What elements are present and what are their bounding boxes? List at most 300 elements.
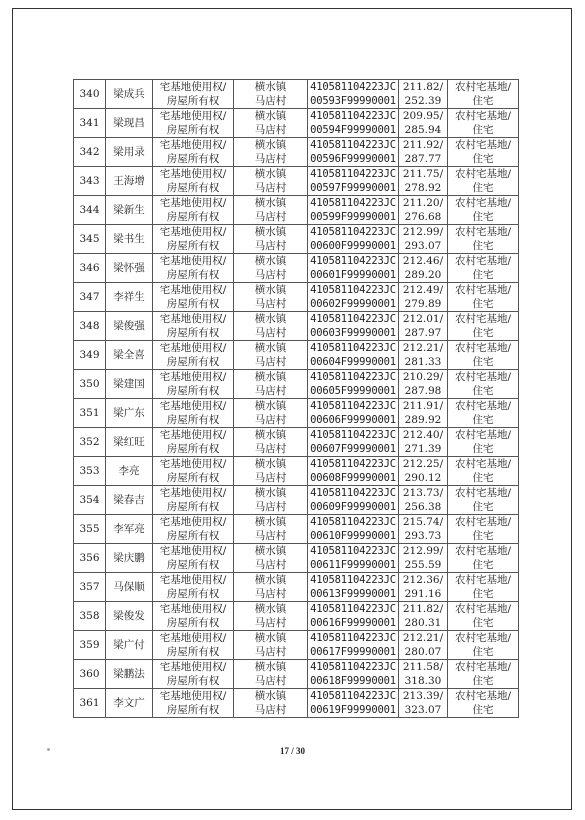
location	[234, 254, 308, 283]
right-type-line: 房屋所有权	[166, 240, 220, 252]
area-line: 209.95/	[402, 110, 444, 122]
row-number: 356	[74, 544, 106, 573]
right-type-line: 房屋所有权	[166, 356, 220, 368]
row-number: 351	[74, 399, 106, 428]
area	[399, 370, 448, 399]
right-type-line: 房屋所有权	[166, 211, 220, 223]
owner-name: 梁全喜	[106, 341, 153, 370]
land-use-line: 农村宅基地/	[454, 226, 512, 238]
area-line: 293.07	[404, 240, 442, 252]
row-number: 361	[74, 689, 106, 718]
area-line: 289.20	[404, 269, 442, 281]
location-line: 马店村	[254, 675, 287, 687]
area	[399, 515, 448, 544]
location-line: 横水镇	[254, 458, 287, 470]
land-use-line: 农村宅基地/	[454, 690, 512, 702]
right-type-line: 房屋所有权	[166, 298, 220, 310]
area-line: 278.92	[404, 182, 442, 194]
right-type	[153, 457, 234, 486]
area-line: 291.16	[404, 588, 442, 600]
unit-code-line: 00606F99990001	[310, 414, 396, 426]
location-line: 横水镇	[254, 400, 287, 412]
location-line: 横水镇	[254, 516, 287, 528]
land-use-line: 住宅	[472, 269, 494, 281]
unit-code	[308, 631, 399, 660]
table-row	[74, 283, 519, 312]
owner-name: 李亮	[106, 457, 153, 486]
right-type-line: 宅基地使用权/	[159, 81, 227, 93]
location-line: 横水镇	[254, 255, 287, 267]
land-use	[448, 544, 519, 573]
table-row	[74, 80, 519, 109]
location-line: 横水镇	[254, 574, 287, 586]
area-line: 211.20/	[402, 197, 444, 209]
area-line: 323.07	[404, 704, 442, 716]
unit-code-line: 00610F99990001	[310, 530, 396, 542]
area	[399, 80, 448, 109]
location	[234, 399, 308, 428]
right-type-line: 宅基地使用权/	[159, 516, 227, 528]
location-line: 马店村	[254, 269, 287, 281]
area	[399, 196, 448, 225]
row-number: 352	[74, 428, 106, 457]
land-use-line: 住宅	[472, 530, 494, 542]
location-line: 横水镇	[254, 197, 287, 209]
unit-code-line: 410581104223JC	[310, 545, 396, 557]
area	[399, 689, 448, 718]
row-number: 341	[74, 109, 106, 138]
unit-code	[308, 486, 399, 515]
right-type-line: 房屋所有权	[166, 443, 220, 455]
row-number: 340	[74, 80, 106, 109]
land-use-line: 住宅	[472, 385, 494, 397]
area-line: 213.73/	[402, 487, 444, 499]
right-type	[153, 254, 234, 283]
land-use-line: 住宅	[472, 356, 494, 368]
right-type	[153, 428, 234, 457]
row-number: 349	[74, 341, 106, 370]
location-line: 马店村	[254, 327, 287, 339]
right-type-line: 房屋所有权	[166, 327, 220, 339]
unit-code	[308, 254, 399, 283]
area-line: 280.07	[404, 646, 442, 658]
area	[399, 167, 448, 196]
table-row	[74, 225, 519, 254]
right-type	[153, 399, 234, 428]
unit-code-line: 00608F99990001	[310, 472, 396, 484]
unit-code-line: 00609F99990001	[310, 501, 396, 513]
location-line: 马店村	[254, 443, 287, 455]
land-use	[448, 138, 519, 167]
location-line: 马店村	[254, 704, 287, 716]
land-use-line: 农村宅基地/	[454, 197, 512, 209]
unit-code	[308, 515, 399, 544]
land-use	[448, 689, 519, 718]
right-type	[153, 573, 234, 602]
table-row	[74, 399, 519, 428]
land-use-line: 农村宅基地/	[454, 139, 512, 151]
land-use-line: 农村宅基地/	[454, 342, 512, 354]
unit-code	[308, 370, 399, 399]
land-use-line: 农村宅基地/	[454, 574, 512, 586]
unit-code	[308, 457, 399, 486]
right-type-line: 宅基地使用权/	[159, 284, 227, 296]
right-type-line: 宅基地使用权/	[159, 139, 227, 151]
owner-name: 梁俊强	[106, 312, 153, 341]
right-type-line: 房屋所有权	[166, 530, 220, 542]
right-type	[153, 312, 234, 341]
right-type-line: 房屋所有权	[166, 385, 220, 397]
right-type-line: 房屋所有权	[166, 675, 220, 687]
unit-code	[308, 689, 399, 718]
table-row	[74, 631, 519, 660]
area	[399, 544, 448, 573]
area-line: 212.21/	[402, 632, 444, 644]
land-use	[448, 341, 519, 370]
land-use-line: 住宅	[472, 240, 494, 252]
area	[399, 428, 448, 457]
unit-code-line: 00605F99990001	[310, 385, 396, 397]
table-row	[74, 515, 519, 544]
area-line: 252.39	[404, 95, 442, 107]
unit-code-line: 410581104223JC	[310, 371, 396, 383]
area	[399, 631, 448, 660]
location-line: 横水镇	[254, 168, 287, 180]
right-type	[153, 138, 234, 167]
unit-code	[308, 283, 399, 312]
land-use-line: 农村宅基地/	[454, 429, 512, 441]
unit-code-line: 00617F99990001	[310, 646, 396, 658]
land-use	[448, 167, 519, 196]
land-use-line: 农村宅基地/	[454, 487, 512, 499]
unit-code-line: 410581104223JC	[310, 661, 396, 673]
land-use	[448, 428, 519, 457]
unit-code	[308, 428, 399, 457]
land-use	[448, 399, 519, 428]
location	[234, 341, 308, 370]
unit-code-line: 410581104223JC	[310, 574, 396, 586]
records-table-body	[74, 80, 519, 718]
owner-name: 梁书生	[106, 225, 153, 254]
row-number: 353	[74, 457, 106, 486]
area-line: 211.91/	[402, 400, 444, 412]
row-number: 354	[74, 486, 106, 515]
location-line: 马店村	[254, 617, 287, 629]
unit-code-line: 00607F99990001	[310, 443, 396, 455]
location	[234, 80, 308, 109]
area-line: 279.89	[404, 298, 442, 310]
location	[234, 167, 308, 196]
unit-code-line: 00594F99990001	[310, 124, 396, 136]
location	[234, 573, 308, 602]
land-use-line: 农村宅基地/	[454, 313, 512, 325]
row-number: 360	[74, 660, 106, 689]
area-line: 211.82/	[402, 603, 444, 615]
land-use	[448, 196, 519, 225]
owner-name: 梁春吉	[106, 486, 153, 515]
right-type-line: 宅基地使用权/	[159, 603, 227, 615]
land-use	[448, 631, 519, 660]
area-line: 211.75/	[402, 168, 444, 180]
location-line: 马店村	[254, 124, 287, 136]
table-row	[74, 138, 519, 167]
land-use-line: 农村宅基地/	[454, 81, 512, 93]
right-type-line: 房屋所有权	[166, 269, 220, 281]
right-type	[153, 544, 234, 573]
unit-code	[308, 167, 399, 196]
owner-name: 李祥生	[106, 283, 153, 312]
land-use-line: 住宅	[472, 95, 494, 107]
area-line: 287.97	[404, 327, 442, 339]
land-use	[448, 457, 519, 486]
unit-code-line: 410581104223JC	[310, 139, 396, 151]
unit-code-line: 410581104223JC	[310, 632, 396, 644]
right-type	[153, 109, 234, 138]
land-use	[448, 225, 519, 254]
location-line: 马店村	[254, 414, 287, 426]
row-number: 357	[74, 573, 106, 602]
unit-code	[308, 138, 399, 167]
right-type-line: 房屋所有权	[166, 414, 220, 426]
area-line: 318.30	[404, 675, 442, 687]
unit-code-line: 410581104223JC	[310, 429, 396, 441]
area	[399, 602, 448, 631]
row-number: 347	[74, 283, 106, 312]
unit-code	[308, 341, 399, 370]
row-number: 358	[74, 602, 106, 631]
area-line: 256.38	[404, 501, 442, 513]
records-table	[73, 79, 519, 718]
unit-code	[308, 573, 399, 602]
page-number: 17 / 30	[279, 746, 305, 756]
location-line: 横水镇	[254, 110, 287, 122]
area-line: 287.98	[404, 385, 442, 397]
right-type-line: 房屋所有权	[166, 95, 220, 107]
unit-code-line: 410581104223JC	[310, 487, 396, 499]
location	[234, 689, 308, 718]
land-use-line: 住宅	[472, 472, 494, 484]
unit-code	[308, 312, 399, 341]
location-line: 横水镇	[254, 487, 287, 499]
location	[234, 457, 308, 486]
table-row	[74, 109, 519, 138]
location	[234, 138, 308, 167]
area-line: 289.92	[404, 414, 442, 426]
location-line: 马店村	[254, 530, 287, 542]
location-line: 横水镇	[254, 226, 287, 238]
location-line: 马店村	[254, 646, 287, 658]
location-line: 横水镇	[254, 371, 287, 383]
right-type-line: 宅基地使用权/	[159, 661, 227, 673]
land-use	[448, 660, 519, 689]
table-row	[74, 544, 519, 573]
table-row	[74, 602, 519, 631]
location-line: 横水镇	[254, 342, 287, 354]
owner-name: 李文广	[106, 689, 153, 718]
unit-code-line: 410581104223JC	[310, 255, 396, 267]
land-use	[448, 370, 519, 399]
location	[234, 225, 308, 254]
location-line: 横水镇	[254, 139, 287, 151]
land-use-line: 农村宅基地/	[454, 168, 512, 180]
owner-name: 梁用录	[106, 138, 153, 167]
location-line: 横水镇	[254, 429, 287, 441]
land-use-line: 农村宅基地/	[454, 284, 512, 296]
area-line: 293.73	[404, 530, 442, 542]
land-use-line: 农村宅基地/	[454, 110, 512, 122]
row-number: 348	[74, 312, 106, 341]
table-row	[74, 660, 519, 689]
area-line: 212.36/	[402, 574, 444, 586]
right-type-line: 宅基地使用权/	[159, 197, 227, 209]
right-type	[153, 660, 234, 689]
unit-code-line: 00601F99990001	[310, 269, 396, 281]
right-type-line: 宅基地使用权/	[159, 545, 227, 557]
location-line: 马店村	[254, 182, 287, 194]
land-use	[448, 80, 519, 109]
table-row	[74, 370, 519, 399]
land-use	[448, 602, 519, 631]
right-type-line: 宅基地使用权/	[159, 255, 227, 267]
unit-code-line: 410581104223JC	[310, 313, 396, 325]
unit-code-line: 410581104223JC	[310, 226, 396, 238]
unit-code-line: 410581104223JC	[310, 603, 396, 615]
right-type-line: 房屋所有权	[166, 559, 220, 571]
unit-code-line: 00611F99990001	[310, 559, 396, 571]
area-line: 276.68	[404, 211, 442, 223]
land-use-line: 农村宅基地/	[454, 632, 512, 644]
right-type-line: 房屋所有权	[166, 124, 220, 136]
area-line: 211.92/	[402, 139, 444, 151]
owner-name: 梁俊发	[106, 602, 153, 631]
area	[399, 457, 448, 486]
land-use-line: 农村宅基地/	[454, 371, 512, 383]
area	[399, 283, 448, 312]
location-line: 横水镇	[254, 690, 287, 702]
land-use	[448, 283, 519, 312]
location	[234, 544, 308, 573]
unit-code-line: 00613F99990001	[310, 588, 396, 600]
area-line: 212.49/	[402, 284, 444, 296]
location-line: 马店村	[254, 472, 287, 484]
right-type	[153, 341, 234, 370]
location	[234, 109, 308, 138]
right-type	[153, 196, 234, 225]
unit-code-line: 00604F99990001	[310, 356, 396, 368]
row-number: 359	[74, 631, 106, 660]
area-line: 213.39/	[402, 690, 444, 702]
unit-code-line: 410581104223JC	[310, 197, 396, 209]
right-type-line: 宅基地使用权/	[159, 690, 227, 702]
location	[234, 486, 308, 515]
land-use-line: 住宅	[472, 443, 494, 455]
right-type-line: 房屋所有权	[166, 182, 220, 194]
right-type	[153, 283, 234, 312]
right-type-line: 房屋所有权	[166, 704, 220, 716]
right-type	[153, 80, 234, 109]
right-type-line: 宅基地使用权/	[159, 110, 227, 122]
area	[399, 573, 448, 602]
land-use-line: 住宅	[472, 211, 494, 223]
unit-code-line: 410581104223JC	[310, 690, 396, 702]
right-type-line: 房屋所有权	[166, 588, 220, 600]
unit-code-line: 00600F99990001	[310, 240, 396, 252]
location-line: 马店村	[254, 95, 287, 107]
unit-code-line: 00599F99990001	[310, 211, 396, 223]
table-row	[74, 486, 519, 515]
table-row	[74, 457, 519, 486]
location-line: 马店村	[254, 211, 287, 223]
unit-code-line: 00602F99990001	[310, 298, 396, 310]
owner-name: 梁广付	[106, 631, 153, 660]
land-use-line: 农村宅基地/	[454, 661, 512, 673]
land-use-line: 住宅	[472, 298, 494, 310]
unit-code	[308, 399, 399, 428]
right-type	[153, 689, 234, 718]
land-use	[448, 254, 519, 283]
location	[234, 370, 308, 399]
table-row	[74, 689, 519, 718]
area	[399, 109, 448, 138]
area	[399, 486, 448, 515]
right-type	[153, 631, 234, 660]
area-line: 290.12	[404, 472, 442, 484]
area-line: 255.59	[404, 559, 442, 571]
land-use-line: 住宅	[472, 327, 494, 339]
area	[399, 254, 448, 283]
unit-code-line: 410581104223JC	[310, 284, 396, 296]
owner-name: 梁鹏法	[106, 660, 153, 689]
land-use	[448, 109, 519, 138]
owner-name: 马保顺	[106, 573, 153, 602]
land-use-line: 农村宅基地/	[454, 400, 512, 412]
area-line: 215.74/	[402, 516, 444, 528]
location-line: 马店村	[254, 298, 287, 310]
table-row	[74, 254, 519, 283]
right-type	[153, 167, 234, 196]
right-type-line: 宅基地使用权/	[159, 168, 227, 180]
land-use-line: 住宅	[472, 675, 494, 687]
owner-name: 梁红旺	[106, 428, 153, 457]
right-type-line: 宅基地使用权/	[159, 313, 227, 325]
owner-name: 梁广东	[106, 399, 153, 428]
land-use-line: 住宅	[472, 124, 494, 136]
right-type-line: 宅基地使用权/	[159, 487, 227, 499]
row-number: 355	[74, 515, 106, 544]
table-row	[74, 312, 519, 341]
land-use-line: 住宅	[472, 646, 494, 658]
land-use	[448, 515, 519, 544]
row-number: 346	[74, 254, 106, 283]
location	[234, 660, 308, 689]
area-line: 271.39	[404, 443, 442, 455]
owner-name: 梁庆鹏	[106, 544, 153, 573]
location	[234, 602, 308, 631]
land-use	[448, 486, 519, 515]
location	[234, 631, 308, 660]
land-use-line: 农村宅基地/	[454, 255, 512, 267]
land-use-line: 住宅	[472, 153, 494, 165]
location-line: 横水镇	[254, 603, 287, 615]
right-type-line: 房屋所有权	[166, 153, 220, 165]
row-number: 350	[74, 370, 106, 399]
unit-code	[308, 196, 399, 225]
location-line: 马店村	[254, 588, 287, 600]
right-type-line: 宅基地使用权/	[159, 458, 227, 470]
location	[234, 312, 308, 341]
land-use	[448, 312, 519, 341]
location	[234, 428, 308, 457]
